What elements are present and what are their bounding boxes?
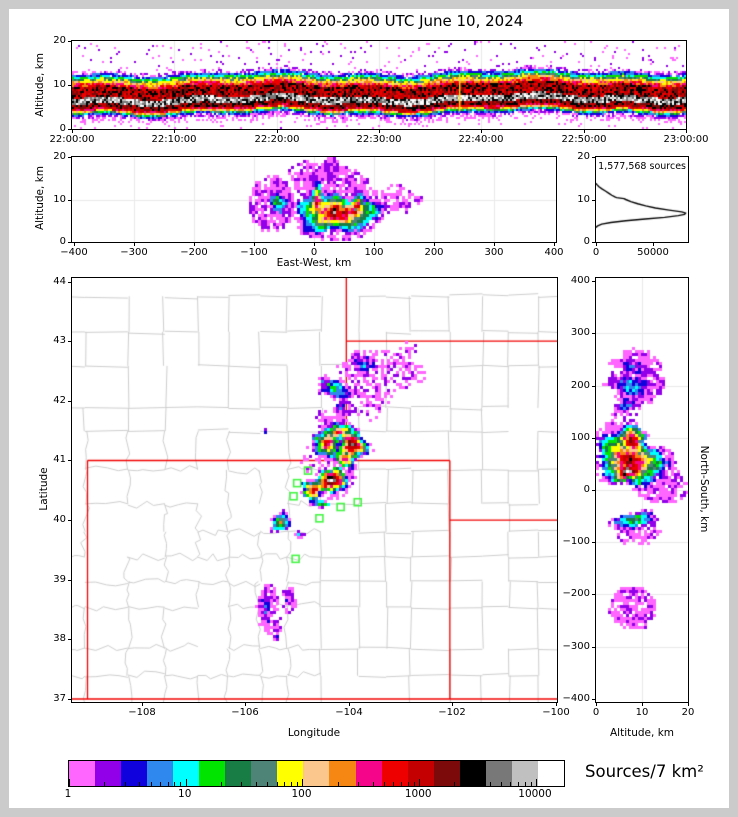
- y-tick: [68, 401, 72, 402]
- x-tick-label: 400: [544, 247, 564, 258]
- x-tick: [194, 242, 195, 246]
- colorbar-tick: [384, 782, 385, 786]
- colorbar-tick: [186, 779, 187, 786]
- x-tick: [686, 129, 687, 133]
- colorbar-tick: [358, 782, 359, 786]
- y-tick: [592, 200, 596, 201]
- x-tick-label: 22:40:00: [458, 134, 504, 145]
- y-tick-label: 20: [577, 151, 590, 162]
- y-tick: [592, 699, 596, 700]
- y-tick: [68, 242, 72, 243]
- y-tick: [68, 520, 72, 521]
- x-tick-label: 23:00:00: [663, 134, 709, 145]
- x-tick-label: 10: [635, 707, 649, 718]
- colorbar-tick: [69, 779, 70, 786]
- x-tick-label: −100: [240, 247, 268, 258]
- y-tick: [68, 699, 72, 700]
- y-tick-label: −200: [562, 588, 590, 599]
- x-tick: [277, 129, 278, 133]
- y-tick-label: 43: [53, 335, 66, 346]
- x-tick-label: 22:50:00: [561, 134, 607, 145]
- colorbar-tick-label: 10: [178, 788, 192, 800]
- east-west-ylabel: Altitude, km: [34, 166, 46, 231]
- colorbar-segment: [69, 761, 95, 786]
- y-tick-label: 44: [53, 276, 66, 287]
- colorbar-tick: [531, 782, 532, 786]
- colorbar-tick: [104, 782, 105, 786]
- colorbar-tick: [297, 782, 298, 786]
- y-tick: [68, 157, 72, 158]
- x-tick: [379, 129, 380, 133]
- colorbar-tick: [510, 782, 511, 786]
- y-tick-label: 41: [53, 454, 66, 465]
- y-tick-label: 0: [583, 236, 590, 247]
- colorbar-tick-label: 1000: [404, 788, 432, 800]
- colorbar-segment: [95, 761, 121, 786]
- y-tick: [68, 129, 72, 130]
- x-tick-label: 0: [310, 247, 318, 258]
- map-xlabel: Longitude: [287, 727, 341, 739]
- y-tick-label: 0: [59, 236, 66, 247]
- colorbar-tick: [125, 782, 126, 786]
- y-tick-label: −400: [562, 693, 590, 704]
- colorbar-segment: [382, 761, 408, 786]
- east-west-xlabel: East-West, km: [276, 257, 352, 269]
- colorbar-tick: [393, 782, 394, 786]
- colorbar-tick: [267, 782, 268, 786]
- time-height-ylabel: Altitude, km: [34, 53, 46, 118]
- y-tick-label: 42: [53, 395, 66, 406]
- x-tick-label: −400: [60, 247, 88, 258]
- colorbar-segment: [225, 761, 251, 786]
- colorbar-tick: [408, 782, 409, 786]
- colorbar-tick: [414, 782, 415, 786]
- y-tick-label: −100: [562, 536, 590, 547]
- x-tick: [72, 129, 73, 133]
- colorbar-tick-label: 100: [291, 788, 312, 800]
- y-tick: [68, 639, 72, 640]
- y-tick-label: 0: [583, 484, 590, 495]
- x-tick: [584, 129, 585, 133]
- x-tick: [74, 242, 75, 246]
- x-tick: [374, 242, 375, 246]
- y-tick-label: −300: [562, 641, 590, 652]
- colorbar-tick: [160, 782, 161, 786]
- y-tick: [68, 200, 72, 201]
- y-tick: [592, 594, 596, 595]
- colorbar-tick: [174, 782, 175, 786]
- y-tick: [68, 282, 72, 283]
- y-tick-label: 20: [53, 35, 66, 46]
- y-tick: [592, 386, 596, 387]
- x-tick-label: 22:10:00: [151, 134, 197, 145]
- y-tick-label: 10: [53, 194, 66, 205]
- colorbar-tick-label: 10000: [518, 788, 552, 800]
- x-tick: [653, 242, 654, 246]
- colorbar-segment: [408, 761, 434, 786]
- x-tick: [142, 702, 143, 706]
- colorbar: [68, 760, 565, 787]
- x-tick-label: 100: [364, 247, 384, 258]
- y-tick: [592, 647, 596, 648]
- y-tick-label: 100: [570, 432, 590, 443]
- x-tick-label: 50000: [637, 247, 669, 258]
- colorbar-tick: [241, 782, 242, 786]
- x-tick-label: 22:00:00: [49, 134, 95, 145]
- colorbar-tick: [525, 782, 526, 786]
- y-tick-label: 0: [59, 123, 66, 134]
- x-tick: [596, 242, 597, 246]
- x-tick: [452, 702, 453, 706]
- x-tick: [642, 702, 643, 706]
- colorbar-segment: [303, 761, 329, 786]
- colorbar-tick: [291, 782, 292, 786]
- y-tick-label: 20: [53, 151, 66, 162]
- colorbar-tick: [277, 782, 278, 786]
- x-tick-label: 200: [424, 247, 444, 258]
- colorbar-tick: [454, 782, 455, 786]
- x-tick-label: −300: [120, 247, 148, 258]
- x-tick-label: −104: [335, 707, 363, 718]
- colorbar-tick: [302, 779, 303, 786]
- y-tick: [68, 85, 72, 86]
- y-tick: [68, 460, 72, 461]
- x-tick-label: 22:30:00: [356, 134, 402, 145]
- x-tick-label: 22:20:00: [254, 134, 300, 145]
- y-tick-label: 10: [577, 194, 590, 205]
- colorbar-segment: [356, 761, 382, 786]
- y-tick-label: 38: [53, 633, 66, 644]
- x-tick: [434, 242, 435, 246]
- y-tick-label: 400: [570, 275, 590, 286]
- colorbar-tick: [284, 782, 285, 786]
- y-tick-label: 200: [570, 380, 590, 391]
- x-tick: [494, 242, 495, 246]
- north-south-canvas: [596, 278, 688, 702]
- colorbar-tick: [151, 782, 152, 786]
- x-tick-label: 0: [592, 247, 600, 258]
- colorbar-tick-label: 1: [64, 788, 72, 800]
- colorbar-tick: [180, 782, 181, 786]
- x-tick-label: −200: [180, 247, 208, 258]
- y-tick: [592, 157, 596, 158]
- colorbar-tick: [518, 782, 519, 786]
- colorbar-segment: [538, 761, 564, 786]
- colorbar-tick: [490, 782, 491, 786]
- figure-title: CO LMA 2200-2300 UTC June 10, 2024: [234, 12, 524, 30]
- x-tick: [245, 702, 246, 706]
- colorbar-label: Sources/7 km²: [585, 762, 704, 781]
- x-tick: [688, 702, 689, 706]
- y-tick: [68, 341, 72, 342]
- x-tick-label: −106: [231, 707, 259, 718]
- north-south-ylabel: North-South, km: [698, 445, 710, 533]
- north-south-xlabel: Altitude, km: [609, 727, 674, 739]
- y-tick: [592, 438, 596, 439]
- colorbar-segment: [329, 761, 355, 786]
- y-tick: [592, 490, 596, 491]
- y-tick-label: 40: [53, 514, 66, 525]
- time-height-canvas: [72, 41, 686, 129]
- y-tick-label: 10: [53, 79, 66, 90]
- colorbar-tick: [373, 782, 374, 786]
- map-canvas: [72, 278, 557, 702]
- colorbar-tick: [401, 782, 402, 786]
- y-tick: [592, 542, 596, 543]
- colorbar-tick: [168, 782, 169, 786]
- colorbar-segment: [434, 761, 460, 786]
- x-tick-label: −108: [128, 707, 156, 718]
- y-tick: [68, 41, 72, 42]
- x-tick: [481, 129, 482, 133]
- x-tick-label: −100: [542, 707, 570, 718]
- colorbar-tick: [419, 779, 420, 786]
- colorbar-tick: [139, 782, 140, 786]
- map-ylabel: Latitude: [38, 467, 50, 511]
- x-tick: [314, 242, 315, 246]
- x-tick: [254, 242, 255, 246]
- colorbar-tick: [501, 782, 502, 786]
- x-tick: [174, 129, 175, 133]
- y-tick-label: 300: [570, 327, 590, 338]
- y-tick: [592, 333, 596, 334]
- east-west-canvas: [72, 157, 556, 242]
- colorbar-tick: [338, 782, 339, 786]
- y-tick-label: 39: [53, 574, 66, 585]
- x-tick: [134, 242, 135, 246]
- x-tick: [596, 702, 597, 706]
- total-sources-annotation: 1,577,568 sources: [598, 161, 686, 172]
- colorbar-tick: [536, 779, 537, 786]
- y-tick-label: 37: [53, 693, 66, 704]
- colorbar-tick: [475, 782, 476, 786]
- x-tick: [349, 702, 350, 706]
- colorbar-tick: [256, 782, 257, 786]
- y-tick: [592, 281, 596, 282]
- x-tick-label: −102: [438, 707, 466, 718]
- colorbar-segment: [460, 761, 486, 786]
- y-tick: [592, 242, 596, 243]
- x-tick-label: 300: [484, 247, 504, 258]
- colorbar-tick: [221, 782, 222, 786]
- x-tick-label: 20: [681, 707, 695, 718]
- y-tick: [68, 580, 72, 581]
- x-tick-label: 0: [592, 707, 600, 718]
